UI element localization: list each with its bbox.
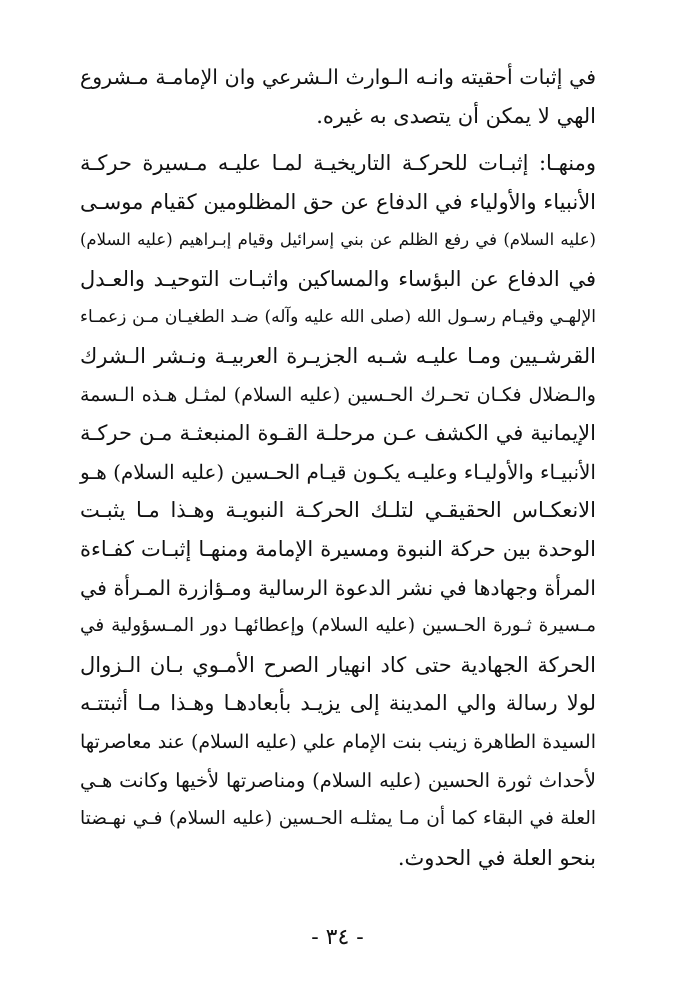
text-line: الهي لا يمكن أن يتصدى به غيره.	[316, 103, 596, 128]
text-line: في إثبات أحقيته وانـه الـوارث الـشرعي وان الإمامـة مـشروع	[80, 65, 596, 89]
text-line: لأحداث ثورة الحسين (عليه السلام) ومناصرتها لأخيها وكانت هـي	[80, 768, 596, 792]
text-line: الإيمانية في الكشف عـن مرحلـة القـوة المنبعثـة مـن حركـة	[80, 421, 596, 446]
text-line: ومنهـا: إثبـات للحركـة التاريخيـة لمـا عليـه مـسيرة حركـة	[80, 151, 596, 175]
text-line: القرشـيين ومـا عليـه شـبه الجزيـرة العربيـة ونـشر الـشرك	[80, 343, 596, 368]
text-line: بنحو العلة في الحدوث.	[397, 845, 596, 870]
text-line: الإلهـي وقيـام رسـول الله (صلى الله عليه وآله) ضـد الطغيـان مـن زعمـاء	[80, 307, 596, 328]
text-line: السيدة الطاهرة زينب بنت الإمام علي (عليه السلام) عند معاصرتها	[80, 730, 596, 753]
text-line: (عليه السلام) في رفع الظلم عن بني إسرائيل وقيام إبـراهيم (عليه السلام)	[80, 230, 596, 250]
page-number: - ٣٤ -	[311, 925, 364, 950]
text-line: المرأة وجهادها في نشر الدعوة الرسالية ومـؤازرة المـرأة في	[80, 575, 596, 600]
text-line: والـضلال فكـان تحـرك الحـسين (عليه السلام) لمثـل هـذه الـسمة	[80, 383, 596, 406]
text-line: في الدفاع عن البؤساء والمساكين واثبـات التوحيـد والعـدل	[80, 266, 596, 291]
paragraph-1	[80, 58, 596, 135]
text-line: مـسيرة ثـورة الحـسين (عليه السلام) وإعطائهـا دور المـسؤولية في	[80, 615, 596, 637]
text-line: الانعكـاس الحقيقـي لتلـك الحركـة النبويـة وهـذا مـا يثبـت	[80, 498, 596, 523]
text-line: العلة في البقاء كما أن مـا يمثلـه الحـسين (عليه السلام) فـي نهـضتا	[80, 808, 596, 830]
text-line: الأنبيـاء والأوليـاء وعليـه يكـون قيـام الحـسين (عليه السلام) هـو	[80, 459, 596, 484]
text-line: الأنبياء والأولياء في الدفاع عن حق المظلومين كقيام موسـى	[80, 189, 596, 214]
text-line: الحركة الجهادية حتى كاد انهيار الصرح الأمـوي بـان الـزوال	[80, 652, 596, 677]
paragraph-2	[80, 144, 596, 877]
text-line: لولا رسالة والي المدينة إلى يزيـد بأبعادهـا وهـذا مـا أثبتتـه	[80, 691, 596, 716]
text-line: الوحدة بين حركة النبوة ومسيرة الإمامة ومنهـا إثبـات كفـاءة	[80, 536, 596, 561]
